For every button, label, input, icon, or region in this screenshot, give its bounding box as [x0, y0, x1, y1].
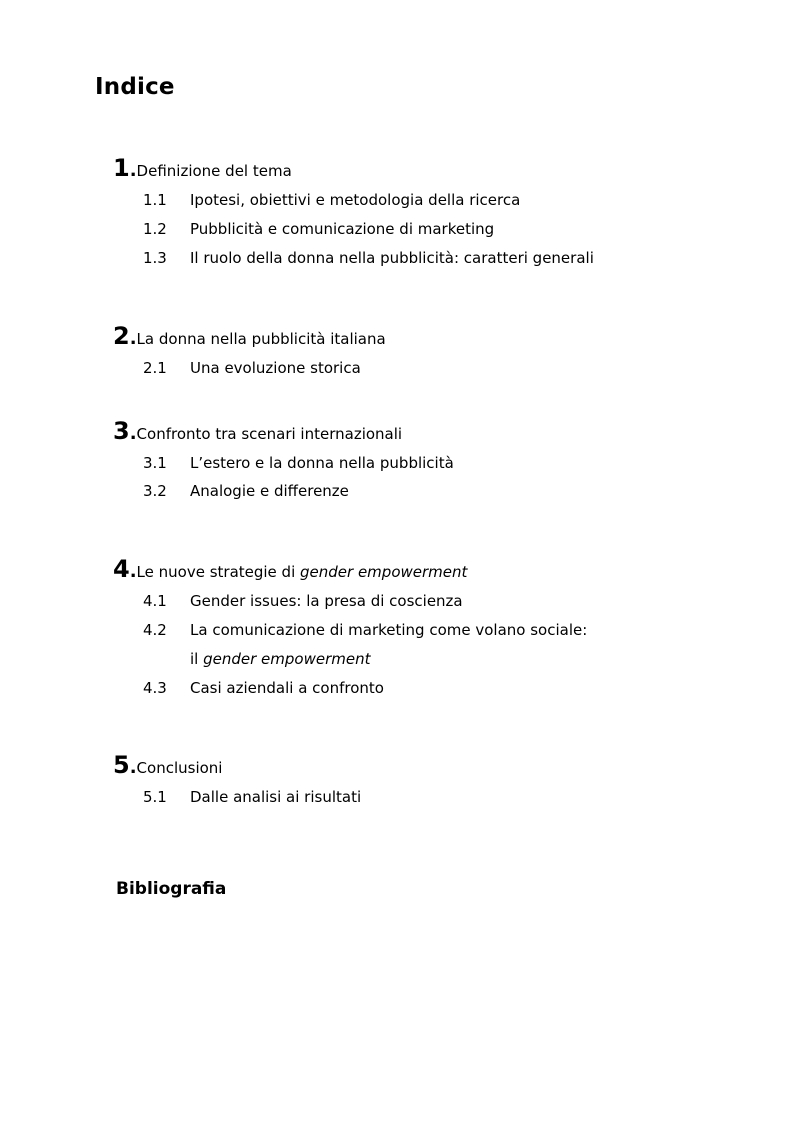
- toc-entry-1-1[interactable]: [143, 191, 520, 209]
- entry-number: 1.3: [143, 249, 167, 267]
- toc-bibliography[interactable]: Bibliografia: [116, 879, 227, 899]
- chapter-number: 1: [113, 154, 130, 182]
- toc-chapter-5[interactable]: [113, 753, 222, 778]
- toc-entry-3-1[interactable]: [143, 454, 454, 472]
- toc-entry-5-1[interactable]: [143, 788, 361, 806]
- toc-entry-1-2[interactable]: [143, 220, 494, 238]
- toc-entry-4-2[interactable]: [143, 621, 587, 639]
- entry-number: 3.1: [143, 454, 167, 472]
- entry-title: Ipotesi, obiettivi e metodologia della ricerca: [190, 191, 521, 209]
- chapter-number: 2: [113, 322, 130, 350]
- chapter-title-prefix: Le nuove strategie di: [136, 563, 301, 581]
- entry-title: Analogie e differenze: [190, 482, 349, 500]
- toc-chapter-2[interactable]: [113, 324, 386, 349]
- entry-number: 4.1: [143, 592, 167, 610]
- entry-number: 3.2: [143, 482, 167, 500]
- entry-number: 5.1: [143, 788, 167, 806]
- entry-number: 1.2: [143, 220, 167, 238]
- toc-chapter-3[interactable]: [113, 419, 402, 444]
- entry-number: 1.1: [143, 191, 167, 209]
- page-title: Indice: [95, 74, 175, 100]
- chapter-title: Confronto tra scenari internazionali: [136, 425, 403, 443]
- chapter-number: 4: [113, 555, 130, 583]
- chapter-number: 3: [113, 417, 130, 445]
- toc-entry-4-2-continuation[interactable]: [190, 650, 370, 668]
- entry-title: Pubblicità e comunicazione di marketing: [190, 220, 495, 238]
- toc-entry-3-2[interactable]: [143, 482, 349, 500]
- entry-title: Una evoluzione storica: [190, 359, 361, 377]
- toc-entry-4-1[interactable]: [143, 592, 463, 610]
- entry-title: Il ruolo della donna nella pubblicità: caratteri generali: [190, 249, 594, 267]
- chapter-dot: .: [129, 561, 137, 582]
- chapter-title: La donna nella pubblicità italiana: [136, 330, 386, 348]
- entry-number: 4.3: [143, 679, 167, 697]
- entry-title: Dalle analisi ai risultati: [190, 788, 362, 806]
- entry-continuation-emphasis: gender empowerment: [203, 650, 371, 668]
- chapter-title: Conclusioni: [136, 759, 223, 777]
- chapter-dot: .: [129, 423, 137, 444]
- entry-title: Gender issues: la presa di coscienza: [190, 592, 463, 610]
- entry-continuation-prefix: il: [190, 650, 204, 668]
- toc-chapter-4[interactable]: [113, 557, 467, 582]
- entry-title: L’estero e la donna nella pubblicità: [190, 454, 454, 472]
- entry-title: Casi aziendali a confronto: [190, 679, 384, 697]
- entry-title: La comunicazione di marketing come volano sociale:: [190, 621, 588, 639]
- chapter-title-emphasis: gender empowerment: [300, 563, 468, 581]
- chapter-dot: .: [129, 160, 137, 181]
- toc-entry-1-3[interactable]: [143, 249, 594, 267]
- chapter-title: Definizione del tema: [136, 162, 292, 180]
- entry-number: 2.1: [143, 359, 167, 377]
- chapter-dot: .: [129, 328, 137, 349]
- chapter-dot: .: [129, 757, 137, 778]
- toc-entry-2-1[interactable]: [143, 359, 361, 377]
- toc-chapter-1[interactable]: [113, 156, 292, 181]
- entry-number: 4.2: [143, 621, 167, 639]
- toc-entry-4-3[interactable]: [143, 679, 384, 697]
- chapter-title: [137, 563, 468, 581]
- chapter-number: 5: [113, 751, 130, 779]
